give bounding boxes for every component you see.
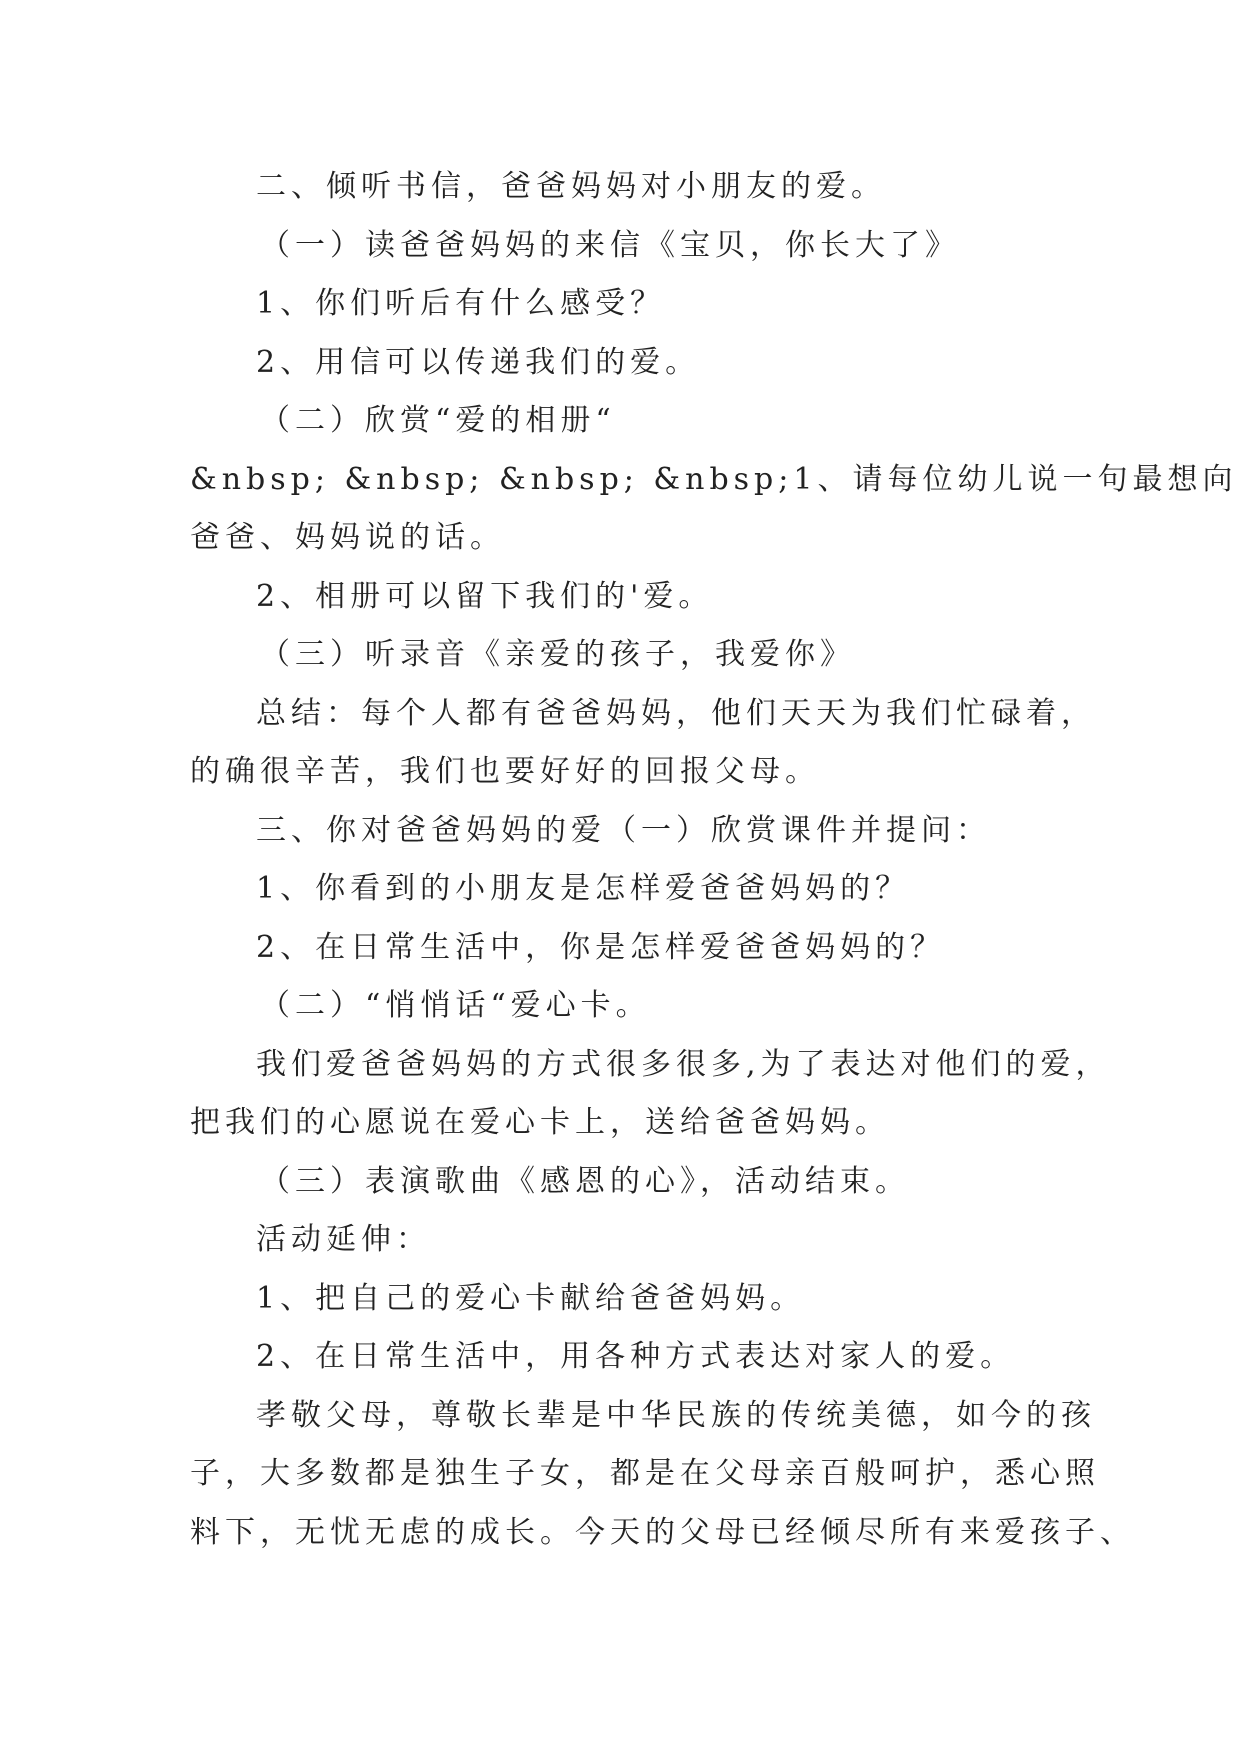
text-line: 的确很辛苦，我们也要好好的回报父母。 [190, 754, 820, 789]
text-line: 二、倾听书信，爸爸妈妈对小朋友的爱。 [256, 169, 886, 204]
text-line: &nbsp; &nbsp; &nbsp; &nbsp;1、请每位幼儿说一句最想向 [190, 461, 1238, 497]
document-body [190, 158, 1238, 1562]
text-line: 总结：每个人都有爸爸妈妈，他们天天为我们忙碌着， [256, 695, 1096, 731]
text-line: 把我们的心愿说在爱心卡上，送给爸爸妈妈。 [190, 1105, 890, 1140]
text-line: 三、你对爸爸妈妈的爱（一）欣赏课件并提问： [256, 812, 991, 848]
text-line: 2、相册可以留下我们的'爱。 [256, 578, 714, 614]
text-line: 子，大多数都是独生子女，都是在父母亲百般呵护，悉心照 [190, 1456, 1100, 1491]
text-line: （三）听录音《亲爱的孩子，我爱你》 [260, 637, 855, 672]
text-line: （二）欣赏“爱的相册“ [260, 403, 616, 438]
text-line: 爸爸、妈妈说的话。 [190, 520, 505, 555]
text-line: 1、你们听后有什么感受？ [256, 286, 666, 321]
text-line: 我们爱爸爸妈妈的方式很多很多,为了表达对他们的爱， [256, 1046, 1111, 1082]
text-line: （一）读爸爸妈妈的来信《宝贝，你长大了》 [260, 227, 960, 263]
text-line: 2、在日常生活中，用各种方式表达对家人的爱。 [256, 1339, 1016, 1374]
text-line: （二）“悄悄话“爱心卡。 [260, 988, 651, 1023]
text-line: 活动延伸： [256, 1222, 431, 1257]
text-line: 1、你看到的小朋友是怎样爱爸爸妈妈的？ [256, 871, 911, 906]
text-line: 2、在日常生活中，你是怎样爱爸爸妈妈的？ [256, 929, 946, 965]
text-line: 1、把自己的爱心卡献给爸爸妈妈。 [256, 1280, 806, 1316]
text-line: （三）表演歌曲《感恩的心》，活动结束。 [260, 1163, 910, 1199]
text-line: 孝敬父母，尊敬长辈是中华民族的传统美德，如今的孩 [256, 1397, 1096, 1433]
text-line: 2、用信可以传递我们的爱。 [256, 344, 701, 380]
text-line: 料下，无忧无虑的成长。今天的父母已经倾尽所有来爱孩子、 [190, 1514, 1135, 1550]
